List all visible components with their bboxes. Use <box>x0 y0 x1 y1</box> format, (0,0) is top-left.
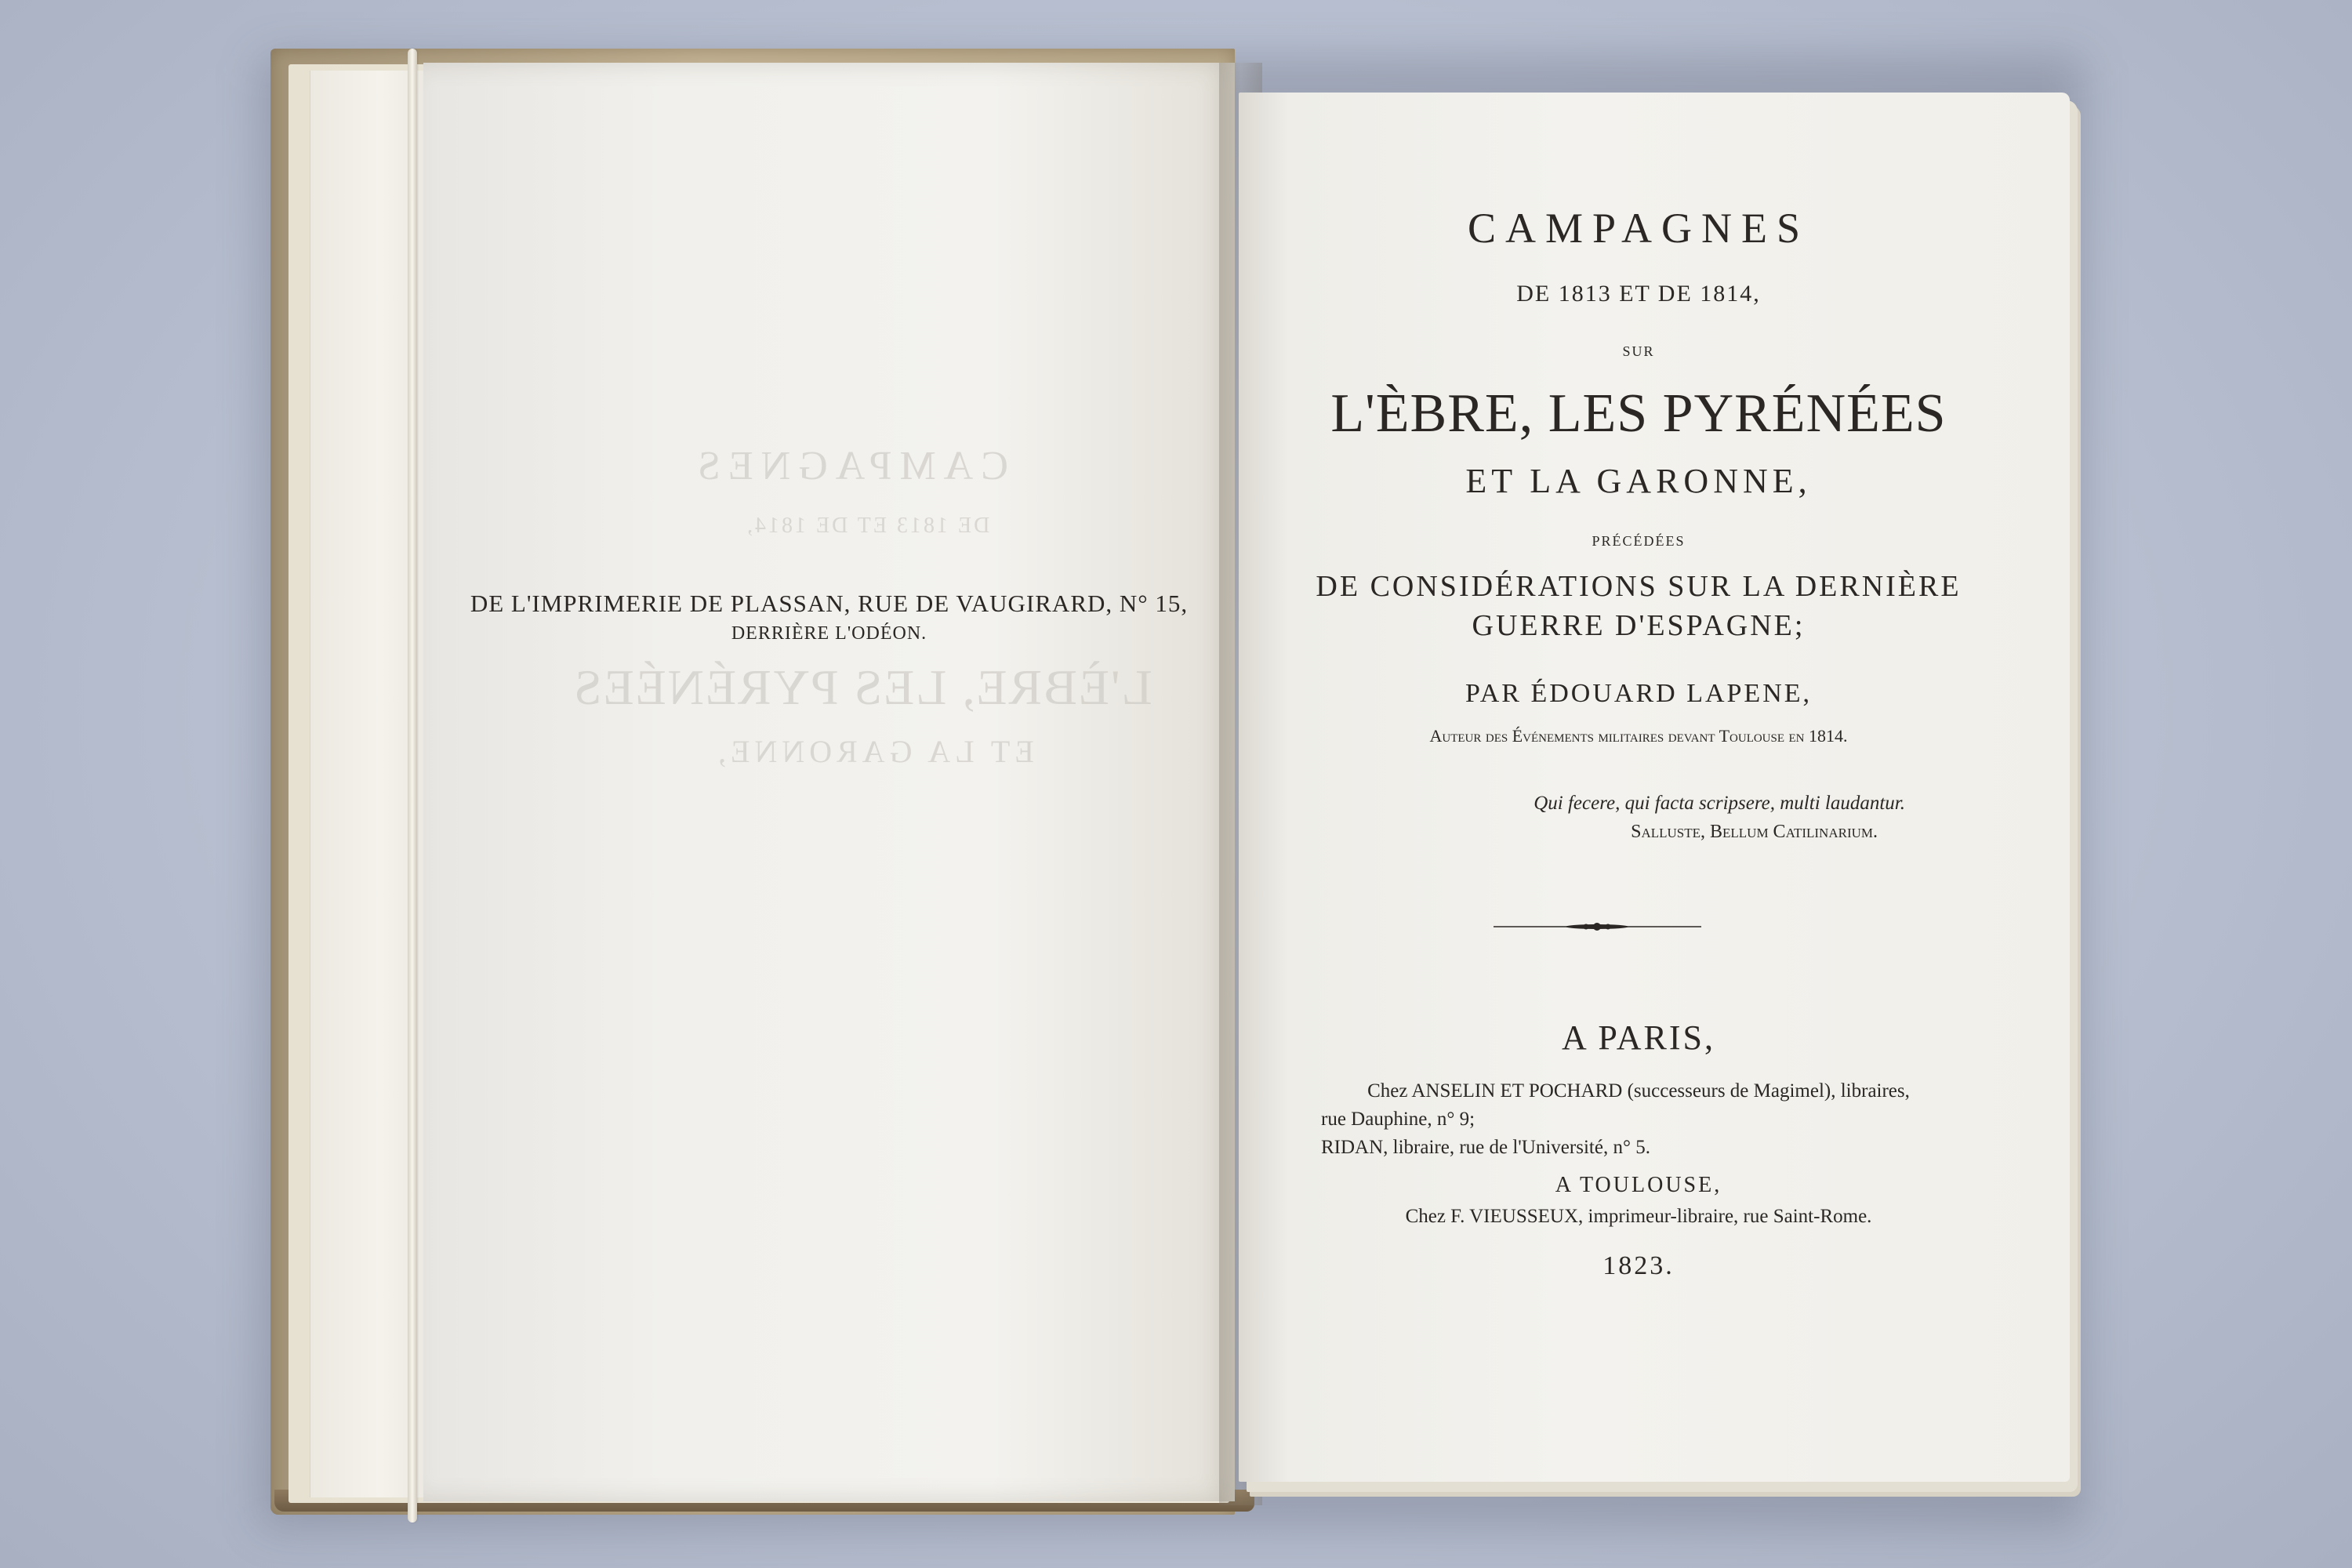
considerations-line-1: DE CONSIDÉRATIONS SUR LA DERNIÈRE <box>1316 570 1962 603</box>
years: DE 1813 ET DE 1814, <box>1516 281 1761 307</box>
printer-line-2: DERRIÈRE L'ODÉON. <box>731 623 927 644</box>
title-page <box>1239 93 2070 1482</box>
subject-line-1: L'ÈBRE, LES PYRÉNÉES <box>1330 383 1947 444</box>
show-through-garonne: ET LA GARONNE, <box>713 734 1034 769</box>
epigraph-source: Salluste, Bellum Catilinarium. <box>1631 822 1878 842</box>
sur: SUR <box>1622 343 1655 359</box>
year: 1823. <box>1602 1251 1675 1280</box>
publisher-line-1: Chez ANSELIN ET POCHARD (successeurs de Magimel), libraires, <box>1367 1080 1910 1102</box>
show-through-years: DE 1813 ET DE 1814, <box>745 514 990 538</box>
considerations-line-2: GUERRE D'ESPAGNE; <box>1472 609 1806 642</box>
publisher-line-2: rue Dauphine, n° 9; <box>1321 1109 1475 1130</box>
bookmark-string <box>408 49 417 1523</box>
title: CAMPAGNES <box>1467 205 1810 252</box>
precedees: PRÉCÉDÉES <box>1592 533 1686 549</box>
city-2: A TOULOUSE, <box>1555 1173 1722 1197</box>
show-through-campagnes: CAMPAGNES <box>690 444 1008 488</box>
subject-line-2: ET LA GARONNE, <box>1465 462 1812 500</box>
epigraph: Qui fecere, qui facta scripsere, multi laudantur. <box>1534 793 1905 814</box>
left-page <box>423 63 1235 1501</box>
publisher-line-3: RIDAN, libraire, rue de l'Université, n° 5. <box>1321 1137 1650 1158</box>
ornament-divider <box>1494 922 1701 931</box>
city: A PARIS, <box>1561 1018 1716 1057</box>
publisher-line-4: Chez F. VIEUSSEUX, imprimeur-libraire, rue Saint-Rome. <box>1405 1206 1872 1227</box>
author: PAR ÉDOUARD LAPENE, <box>1465 679 1813 708</box>
author-note: Auteur des Événements militaires devant Toulouse en 1814. <box>1429 726 1848 746</box>
printer-line-1: DE L'IMPRIMERIE DE PLASSAN, RUE DE VAUGIRARD, N° 15, <box>470 590 1189 617</box>
show-through-subject: L'ÈBRE, LES PYRÉNÉES <box>572 659 1152 715</box>
